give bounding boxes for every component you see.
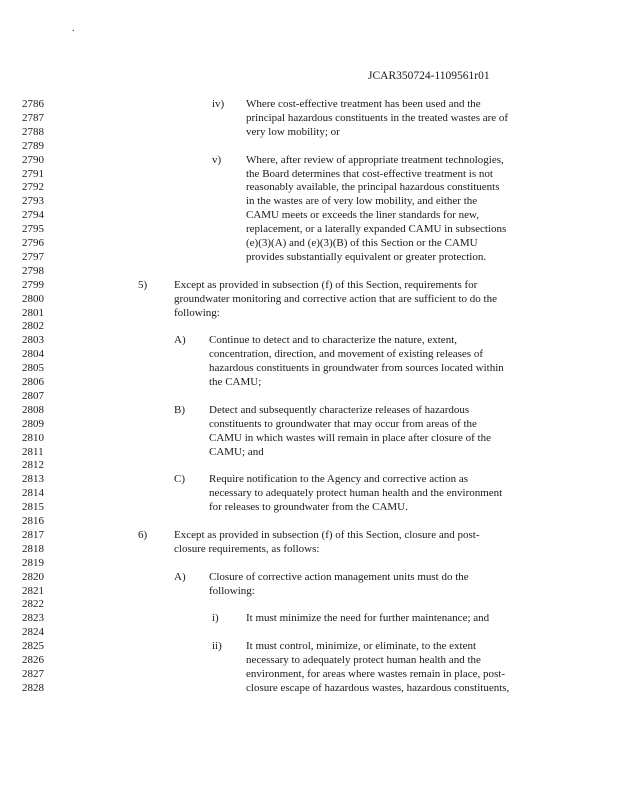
line-number: 2793 xyxy=(22,195,44,208)
line-number: 2827 xyxy=(22,667,44,680)
item-text-line: Where, after review of appropriate treatment technologies, xyxy=(246,153,504,166)
line-number: 2795 xyxy=(22,223,44,236)
line-number: 2806 xyxy=(22,376,44,388)
item-text-line: in the wastes are of very low mobility, and either the xyxy=(246,195,478,208)
line-number: 2801 xyxy=(22,306,44,319)
line-number: 2817 xyxy=(22,528,44,541)
line-number: 2807 xyxy=(22,389,44,402)
item-text-line: for releases to groundwater from the CAMU. xyxy=(209,501,408,514)
item-text-line: closure requirements, as follows: xyxy=(174,542,320,555)
line-number: 2796 xyxy=(22,237,44,249)
item-text-line: It must minimize the need for further maintenance; and xyxy=(246,612,490,625)
item-text-line: the CAMU; xyxy=(209,376,262,388)
item-text-line: closure escape of hazardous wastes, hazardous constituents, xyxy=(246,681,510,694)
item-text-line: Continue to detect and to characterize the nature, extent, xyxy=(209,334,457,347)
item-text-line: Closure of corrective action management units must do the xyxy=(209,570,469,583)
line-number: 2828 xyxy=(22,681,44,694)
item-label: A) xyxy=(174,570,186,583)
line-number: 2814 xyxy=(22,487,44,500)
item-text-line: hazardous constituents in groundwater from sources located within xyxy=(209,362,504,375)
item-label: 6) xyxy=(138,528,148,541)
item-text-line: provides substantially equivalent or greater protection. xyxy=(246,250,487,263)
line-number: 2818 xyxy=(22,542,44,555)
item-text-line: reasonably available, the principal hazardous constituents xyxy=(246,181,500,194)
line-number: 2803 xyxy=(22,334,44,347)
item-text-line: constituents to groundwater that may occur from areas of the xyxy=(209,417,477,430)
line-number: 2811 xyxy=(22,445,44,458)
item-text-line: groundwater monitoring and corrective action that are sufficient to do the xyxy=(174,292,497,305)
line-number: 2808 xyxy=(22,403,44,416)
item-label: B) xyxy=(174,403,185,416)
item-text-line: Except as provided in subsection (f) of this Section, requirements for xyxy=(174,278,478,291)
item-label: C) xyxy=(174,473,185,486)
item-text-line: principal hazardous constituents in the treated wastes are of xyxy=(246,111,509,124)
item-label: i) xyxy=(212,612,219,625)
line-number: 2819 xyxy=(22,556,44,569)
line-number: 2813 xyxy=(22,473,44,486)
stray-mark: . xyxy=(72,23,75,34)
item-text-line: (e)(3)(A) and (e)(3)(B) of this Section or the CAMU xyxy=(246,237,478,249)
line-number: 2799 xyxy=(22,278,44,291)
line-number: 2787 xyxy=(22,111,44,124)
item-text-line: CAMU meets or exceeds the liner standards for new, xyxy=(246,209,479,222)
item-text-line: Detect and subsequently characterize releases of hazardous xyxy=(209,403,470,416)
item-text-line: replacement, or a laterally expanded CAMU in subsections xyxy=(246,223,507,236)
item-text-line: concentration, direction, and movement of existing releases of xyxy=(209,348,483,361)
line-number: 2822 xyxy=(22,598,44,611)
item-text-line: CAMU in which wastes will remain in place after closure of the xyxy=(209,431,491,444)
item-label: A) xyxy=(174,334,186,347)
line-number: 2789 xyxy=(22,139,44,152)
item-text-line: CAMU; and xyxy=(209,445,264,458)
item-text-line: necessary to adequately protect human health and the environment xyxy=(209,487,503,500)
line-number: 2786 xyxy=(22,98,44,110)
line-number: 2820 xyxy=(22,570,44,583)
item-text-line: following: xyxy=(174,306,220,319)
line-number: 2798 xyxy=(22,264,44,277)
doc-header: JCAR350724-1109561r01 xyxy=(368,70,490,82)
item-text-line: necessary to adequately protect human health and the xyxy=(246,654,481,666)
item-label: 5) xyxy=(138,278,148,291)
item-label: iv) xyxy=(212,98,225,110)
line-number: 2816 xyxy=(22,515,44,527)
item-label: ii) xyxy=(212,640,222,653)
line-number: 2815 xyxy=(22,501,44,514)
line-number: 2797 xyxy=(22,250,44,263)
item-text-line: Where cost-effective treatment has been used and the xyxy=(246,98,481,110)
line-number: 2809 xyxy=(22,417,44,430)
line-number: 2810 xyxy=(22,431,44,444)
item-label: v) xyxy=(212,153,222,166)
line-number: 2826 xyxy=(22,654,44,666)
line-number: 2812 xyxy=(22,459,44,472)
line-number: 2800 xyxy=(22,292,44,305)
item-text-line: Require notification to the Agency and corrective action as xyxy=(209,473,469,486)
line-number: 2788 xyxy=(22,125,44,138)
line-number: 2824 xyxy=(22,626,44,639)
item-text-line: following: xyxy=(209,584,255,597)
item-text-line: environment, for areas where wastes remain in place, post- xyxy=(246,667,506,680)
line-number: 2790 xyxy=(22,153,44,166)
line-number: 2804 xyxy=(22,348,44,361)
line-number: 2821 xyxy=(22,584,44,597)
line-number: 2792 xyxy=(22,181,44,194)
item-text-line: It must control, minimize, or eliminate, to the extent xyxy=(246,640,477,653)
line-number: 2825 xyxy=(22,640,44,653)
item-text-line: Except as provided in subsection (f) of this Section, closure and post- xyxy=(174,528,480,541)
line-number: 2823 xyxy=(22,612,44,625)
item-text-line: the Board determines that cost-effective treatment is not xyxy=(246,167,493,180)
item-text-line: very low mobility; or xyxy=(246,125,340,138)
line-number: 2794 xyxy=(22,209,44,222)
line-number: 2791 xyxy=(22,167,44,180)
line-number: 2802 xyxy=(22,320,44,333)
line-number: 2805 xyxy=(22,362,44,375)
